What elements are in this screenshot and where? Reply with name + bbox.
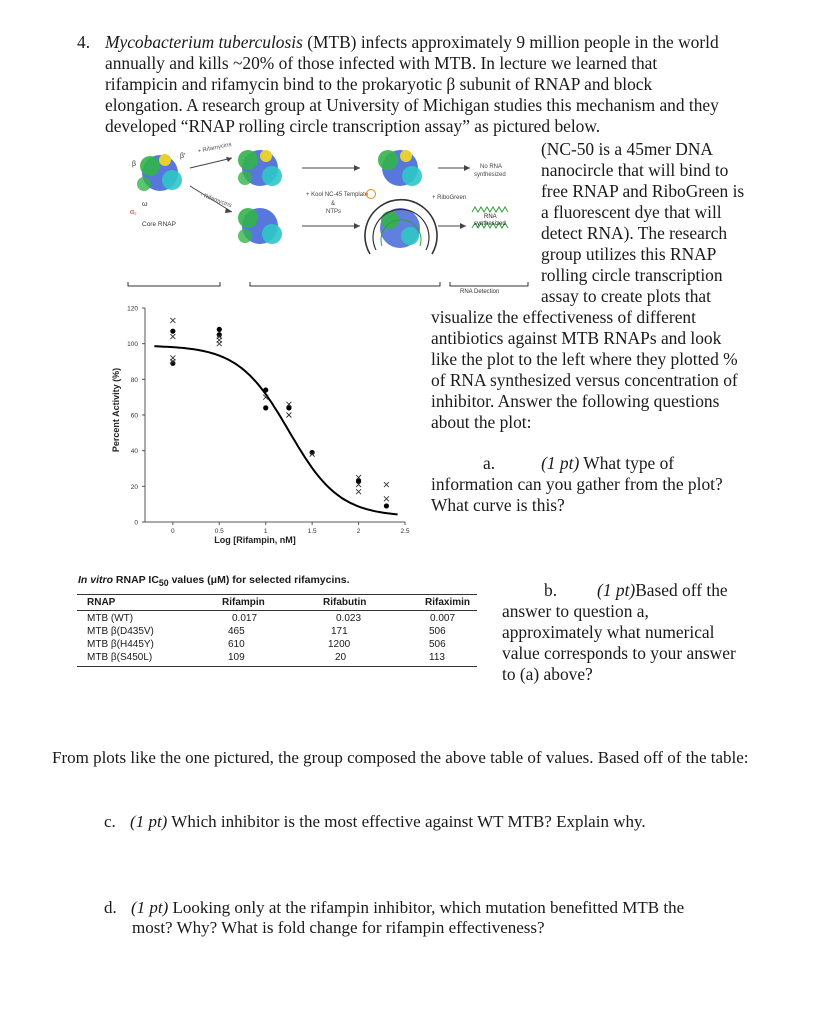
intro-line: elongation. A research group at University of Michigan studies this mechanism and they (105, 95, 719, 115)
sigmoid-curve (154, 346, 397, 514)
side-line: about the plot: (431, 412, 532, 432)
rnap-without-rifamycin (238, 208, 282, 244)
table-rule-top (77, 594, 477, 595)
table-title-sub: 50 (158, 578, 169, 589)
table-cell: 0.017 (232, 613, 258, 624)
table-cell: 20 (335, 652, 347, 663)
chart-axes (145, 308, 405, 522)
intro-line: rifampicin and rifamycin bind to the prokaryotic β subunit of RNAP and block (105, 74, 653, 94)
y-tick-label: 100 (127, 341, 138, 349)
question-a-label: a. (483, 453, 496, 473)
rolling-circle-complex (365, 200, 437, 254)
x-tick-label: 1 (263, 528, 268, 535)
beta-prime-label: β' (180, 153, 186, 160)
omega-label: ω (142, 201, 148, 208)
table-header-rnap: RNAP (87, 597, 116, 608)
intro-line: developed “RNAP rolling circle transcription assay” as pictured below. (105, 116, 601, 136)
side-line: (NC-50 is a 45mer DNA (541, 139, 713, 159)
side-line: rolling circle transcription (541, 265, 723, 285)
table-rule-mid (77, 610, 477, 611)
question-d-line-2: most? Why? What is fold change for rifampin effectiveness? (132, 918, 545, 937)
follow-paragraph: From plots like the one pictured, the group composed the above table of values. Based off of the table: (52, 748, 749, 767)
table-cell: 0.007 (430, 613, 456, 624)
question-b (502, 580, 736, 685)
table-header-rifaximin: Rifaximin (425, 597, 471, 608)
table-cell: MTB β(H445Y) (87, 639, 154, 650)
side-line: group utilizes this RNAP (541, 244, 717, 264)
y-tick-label: 20 (130, 483, 138, 491)
ribogreen-label: + RiboGreen (432, 195, 467, 201)
question-d-line-1 (104, 898, 684, 918)
core-rnap-label: Core RNAP (142, 221, 176, 228)
arrow-head (464, 165, 470, 171)
question-b-line: value corresponds to your answer (502, 643, 736, 663)
y-tick-label: 120 (127, 305, 138, 313)
rna-detection-label: RNA Detection (460, 289, 500, 295)
question-c-points: (1 pt) (130, 812, 168, 831)
ntps-label: NTPs (326, 209, 341, 215)
question-b-line-1 (502, 580, 736, 601)
side-line: free RNAP and RiboGreen is (541, 181, 745, 201)
table-title-end: values (μM) for selected rifamycins. (168, 574, 350, 586)
rna-synth-label: synthesized (474, 221, 506, 227)
table-cell: MTB β(S450L) (87, 652, 153, 663)
question-a-points: (1 pt) (541, 453, 580, 473)
question-b-first: Based off the (635, 580, 728, 600)
x-tick-label: 2 (356, 528, 361, 535)
question-a-line: information can you gather from the plot? (431, 474, 723, 494)
question-c-text: Which inhibitor is the most effective against WT MTB? Explain why. (171, 812, 646, 831)
x-tick-label: 0 (171, 528, 175, 535)
rnap-blocked (378, 150, 422, 186)
alpha2-label: α₂ (130, 209, 137, 216)
question-d-points: (1 pt) (131, 898, 169, 917)
plot-description (431, 307, 738, 433)
table-cell: MTB (WT) (87, 613, 134, 624)
table-cell: 610 (228, 639, 245, 650)
question-c (104, 812, 646, 832)
minus-rifamycins-label: - Rifamycins (199, 192, 233, 210)
question-b-line: approximately what numerical (502, 622, 715, 642)
y-tick-label: 60 (130, 412, 138, 420)
data-point-dot (263, 387, 268, 392)
intro-line-1 (105, 32, 777, 53)
x-tick-label: 1.5 (307, 528, 317, 535)
data-point-cross (170, 318, 175, 323)
no-rna-label: No RNA (480, 164, 503, 170)
table-cell: 1200 (328, 639, 351, 650)
table-cell: 506 (429, 639, 446, 650)
question-b-points: (1 pt) (597, 580, 636, 600)
question-d-label: d. (104, 898, 117, 917)
x-axis-label: Log [Rifampin, nM] (214, 535, 296, 545)
bracket-1 (128, 282, 220, 286)
dose-response-chart (105, 300, 435, 550)
rna-label: RNA (484, 214, 497, 220)
data-point-dot (384, 503, 389, 508)
table-cell: 113 (429, 652, 445, 663)
question-a (431, 453, 723, 516)
template-label: + Kool NC-45 Template (306, 192, 369, 198)
side-line: like the plot to the left where they plotted % (431, 349, 738, 369)
plus-rifamycins-label: + Rifamycins (197, 141, 233, 155)
chart-ticks (127, 306, 410, 536)
arrow-head (354, 165, 360, 171)
data-point-cross (217, 341, 222, 346)
question-c-label: c. (104, 812, 116, 831)
y-tick-label: 80 (130, 376, 138, 384)
core-rnap-protein (137, 154, 182, 191)
table-title-rest: RNAP IC (113, 574, 159, 586)
assay-description (541, 139, 744, 307)
x-tick-label: 0.5 (214, 528, 224, 535)
intro-line: annually and kills ~20% of those infected with MTB. In lecture we learned that (105, 53, 658, 73)
side-line: detect RNA). The research (541, 223, 728, 243)
question-a-line-1 (431, 453, 723, 474)
data-point-dot (263, 405, 268, 410)
data-point-cross (384, 482, 389, 487)
question-b-line: to (a) above? (502, 664, 593, 684)
table-cell: 109 (228, 652, 245, 663)
table-header-rifampin: Rifampin (222, 597, 265, 608)
y-tick-label: 0 (134, 519, 138, 527)
table-header-rifabutin: Rifabutin (323, 597, 367, 608)
side-line: a fluorescent dye that will (541, 202, 722, 222)
table-rule-bottom (77, 666, 477, 667)
arrow-plus-rifamycins (190, 158, 232, 168)
data-point-cross (356, 489, 361, 494)
organism-name: Mycobacterium tuberculosis (105, 32, 303, 52)
question-intro (105, 32, 777, 137)
question-d (104, 898, 684, 938)
side-line: nanocircle that will bind to (541, 160, 729, 180)
data-point-dot (170, 329, 175, 334)
data-point-cross (384, 496, 389, 501)
side-line: of RNA synthesized versus concentration of (431, 370, 738, 390)
beta-label: β (132, 161, 137, 168)
data-point-dot (217, 327, 222, 332)
question-4 (77, 32, 777, 137)
question-b-label: b. (544, 580, 558, 600)
table-cell: 0.023 (336, 613, 362, 624)
arrow-head (460, 223, 466, 229)
amp-label: & (331, 201, 336, 207)
arrow-head (225, 208, 232, 213)
table-cell: 506 (429, 626, 446, 637)
assay-diagram (120, 138, 540, 298)
question-a-line: What curve is this? (431, 495, 565, 515)
y-tick-label: 40 (130, 448, 138, 456)
bracket-3 (450, 282, 528, 286)
rnap-with-rifamycin (238, 150, 282, 186)
table-title (78, 574, 350, 588)
question-b-line: answer to question a, (502, 601, 649, 621)
side-line: assay to create plots that (541, 286, 711, 306)
data-point-cross (286, 413, 291, 418)
arrow-head (354, 223, 360, 229)
no-rna-synth-label: synthesized (474, 172, 506, 178)
bracket-2 (250, 282, 440, 286)
side-line: visualize the effectiveness of different (431, 307, 696, 327)
data-point-cross (170, 334, 175, 339)
y-axis-label: Percent Activity (%) (111, 367, 121, 453)
side-line: inhibitor. Answer the following questions (431, 391, 720, 411)
question-number: 4. (77, 32, 91, 52)
question-d-text: Looking only at the rifampin inhibitor, which mutation benefitted MTB the (172, 898, 685, 917)
table-cell: 171 (331, 626, 348, 637)
intro-line-1-rest: (MTB) infects approximately 9 million people in the world (302, 32, 719, 52)
question-a-text: What type of (583, 453, 675, 473)
table-title-italic: In vitro (78, 574, 114, 586)
side-line: antibiotics against MTB RNAPs and look (431, 328, 722, 348)
table-cell: 465 (228, 626, 245, 637)
table-cell: MTB β(D435V) (87, 626, 154, 637)
chart-points (170, 318, 389, 509)
x-tick-label: 2.5 (400, 528, 410, 535)
